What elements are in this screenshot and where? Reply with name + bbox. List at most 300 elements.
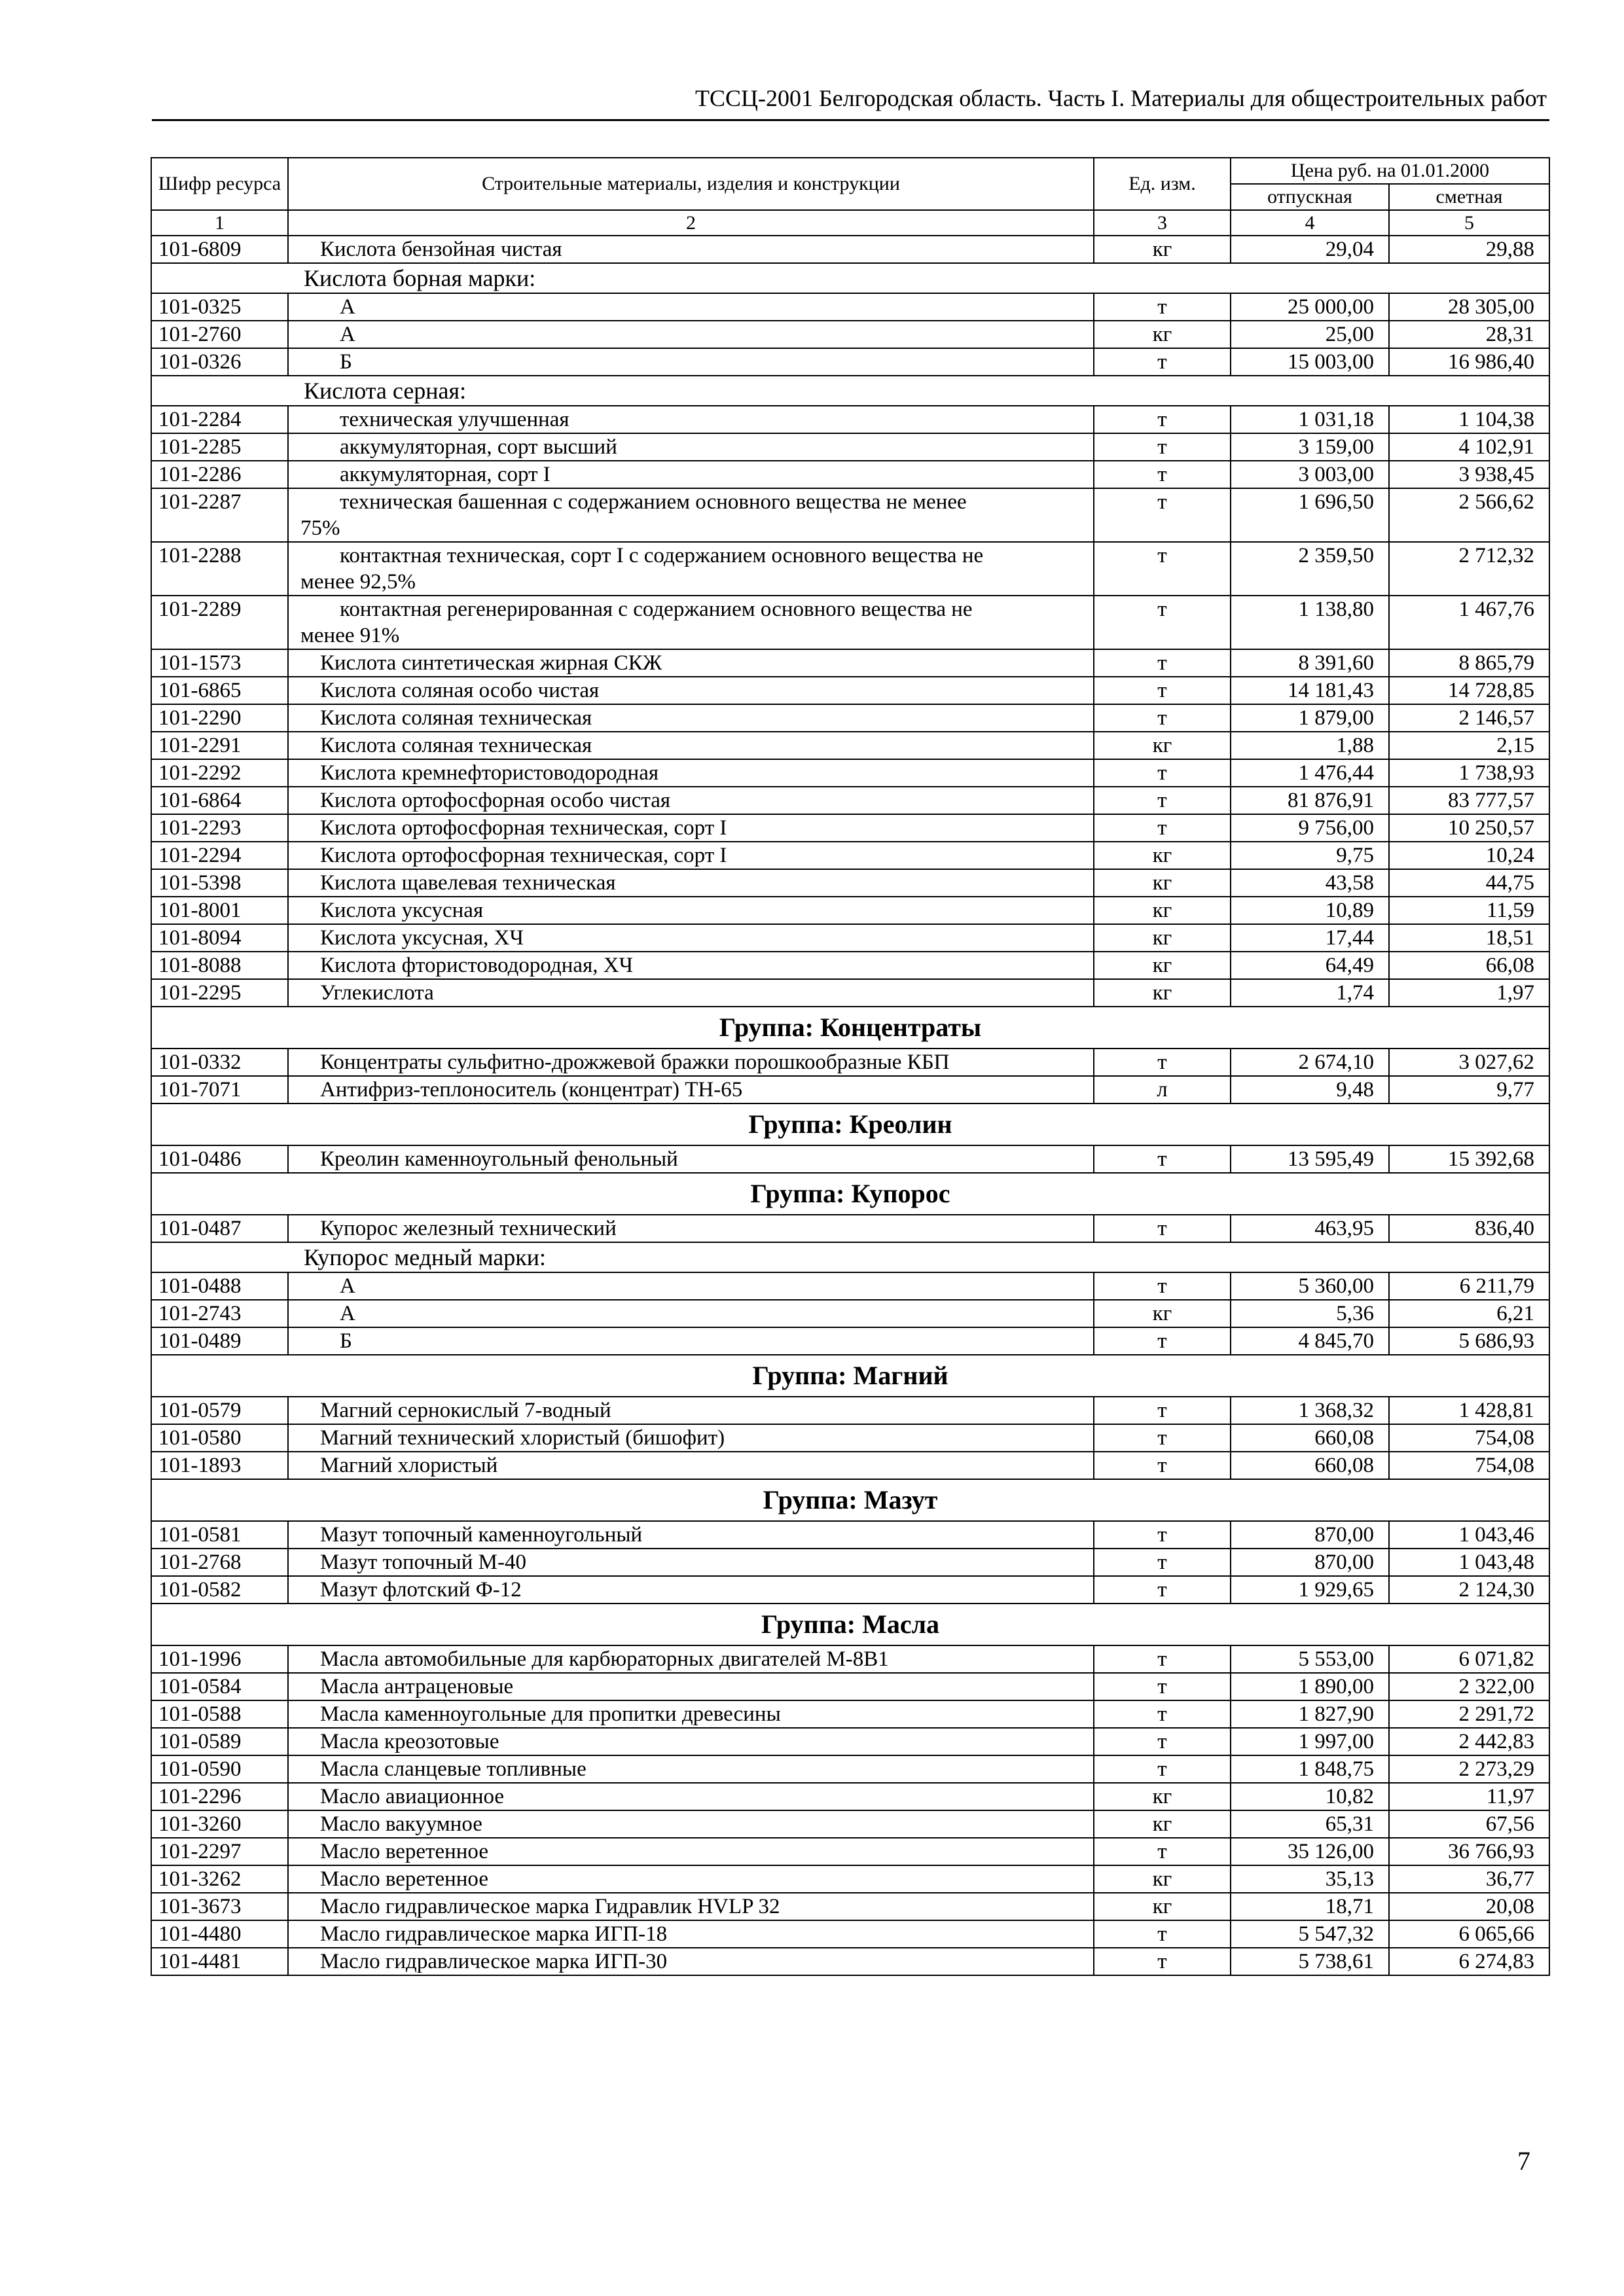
table-row (151, 897, 1549, 924)
unit-of-measure: т (1094, 1838, 1231, 1865)
resource-code: 101-2288 (151, 542, 288, 596)
price-release: 1 476,44 (1231, 759, 1389, 787)
price-estimate: 3 938,45 (1389, 461, 1549, 488)
price-estimate: 28 305,00 (1389, 293, 1549, 321)
material-name: Кислота щавелевая техническая (288, 869, 1094, 897)
table-row (151, 1673, 1549, 1700)
price-estimate: 2 146,57 (1389, 704, 1549, 732)
unit-of-measure: кг (1094, 732, 1231, 759)
resource-code: 101-2296 (151, 1783, 288, 1810)
col-number: 5 (1389, 210, 1549, 236)
resource-code: 101-2292 (151, 759, 288, 787)
material-name: Масло гидравлическое марка Гидравлик HVLP 32 (288, 1893, 1094, 1920)
price-release: 5 360,00 (1231, 1272, 1389, 1300)
material-name: Кислота соляная техническая (288, 704, 1094, 732)
resource-code: 101-2297 (151, 1838, 288, 1865)
material-name: Креолин каменноугольный фенольный (288, 1145, 1094, 1173)
material-name: А (288, 293, 1094, 321)
material-name: А (288, 1300, 1094, 1327)
unit-of-measure: кг (1094, 321, 1231, 348)
price-estimate: 6,21 (1389, 1300, 1549, 1327)
price-release: 1 368,32 (1231, 1397, 1389, 1424)
resource-code: 101-0589 (151, 1728, 288, 1755)
group-header-row (151, 1007, 1549, 1049)
price-release: 3 159,00 (1231, 433, 1389, 461)
price-estimate: 6 211,79 (1389, 1272, 1549, 1300)
price-estimate: 1 043,46 (1389, 1521, 1549, 1549)
resource-code: 101-2290 (151, 704, 288, 732)
material-name: Кислота соляная особо чистая (288, 677, 1094, 704)
table-row (151, 1783, 1549, 1810)
material-name: Масло веретенное (288, 1865, 1094, 1893)
col-header-price-estimate: сметная (1389, 184, 1549, 210)
material-name: Концентраты сульфитно-дрожжевой бражки порошкообразные КБП (288, 1049, 1094, 1076)
table-row (151, 1215, 1549, 1242)
material-name: Масла автомобильные для карбюраторных двигателей М-8В1 (288, 1645, 1094, 1673)
unit-of-measure: т (1094, 649, 1231, 677)
material-name: Мазут топочный каменноугольный (288, 1521, 1094, 1549)
unit-of-measure: т (1094, 787, 1231, 814)
table-row (151, 596, 1549, 649)
group-title: Группа: Концентраты (151, 1007, 1549, 1049)
material-name: техническая улучшенная (288, 406, 1094, 433)
table-row (151, 236, 1549, 263)
resource-code: 101-3262 (151, 1865, 288, 1893)
price-estimate: 66,08 (1389, 952, 1549, 979)
unit-of-measure: т (1094, 1452, 1231, 1479)
resource-code: 101-4480 (151, 1920, 288, 1948)
table-row (151, 842, 1549, 869)
col-number: 1 (151, 210, 288, 236)
material-name: Кислота кремнефтористоводородная (288, 759, 1094, 787)
unit-of-measure: т (1094, 759, 1231, 787)
price-release: 5 553,00 (1231, 1645, 1389, 1673)
material-name: Кислота бензойная чистая (288, 236, 1094, 263)
table-row (151, 732, 1549, 759)
resource-code: 101-3260 (151, 1810, 288, 1838)
unit-of-measure: кг (1094, 842, 1231, 869)
material-name: Магний технический хлористый (бишофит) (288, 1424, 1094, 1452)
price-release: 463,95 (1231, 1215, 1389, 1242)
table-row (151, 348, 1549, 376)
table-row (151, 1755, 1549, 1783)
material-name: Б (288, 1327, 1094, 1355)
resource-code: 101-0588 (151, 1700, 288, 1728)
price-release: 1 031,18 (1231, 406, 1389, 433)
resource-code: 101-2285 (151, 433, 288, 461)
material-name: Кислота уксусная, ХЧ (288, 924, 1094, 952)
unit-of-measure: т (1094, 1215, 1231, 1242)
material-name: Углекислота (288, 979, 1094, 1007)
unit-of-measure: т (1094, 293, 1231, 321)
price-release: 64,49 (1231, 952, 1389, 979)
price-release: 13 595,49 (1231, 1145, 1389, 1173)
table-row (151, 979, 1549, 1007)
resource-code: 101-2768 (151, 1549, 288, 1576)
price-estimate: 2 712,32 (1389, 542, 1549, 596)
price-release: 10,89 (1231, 897, 1389, 924)
material-name: Масла сланцевые топливные (288, 1755, 1094, 1783)
unit-of-measure: т (1094, 1521, 1231, 1549)
table-row (151, 293, 1549, 321)
price-release: 1 138,80 (1231, 596, 1389, 649)
group-title: Группа: Купорос (151, 1173, 1549, 1215)
resource-code: 101-2760 (151, 321, 288, 348)
unit-of-measure: кг (1094, 952, 1231, 979)
price-estimate: 1 104,38 (1389, 406, 1549, 433)
price-release: 43,58 (1231, 869, 1389, 897)
table-row (151, 952, 1549, 979)
col-header-unit: Ед. изм. (1094, 158, 1231, 210)
material-name (288, 542, 1094, 596)
unit-of-measure: т (1094, 1948, 1231, 1975)
table-row (151, 1452, 1549, 1479)
unit-of-measure: т (1094, 1272, 1231, 1300)
price-release: 2 359,50 (1231, 542, 1389, 596)
table-row (151, 1397, 1549, 1424)
price-release: 870,00 (1231, 1549, 1389, 1576)
price-release: 10,82 (1231, 1783, 1389, 1810)
table-row (151, 488, 1549, 542)
price-estimate: 8 865,79 (1389, 649, 1549, 677)
resource-code: 101-6865 (151, 677, 288, 704)
material-name: Купорос железный технический (288, 1215, 1094, 1242)
price-release: 1,74 (1231, 979, 1389, 1007)
material-name: Мазут топочный М-40 (288, 1549, 1094, 1576)
table-row (151, 1300, 1549, 1327)
resource-code: 101-2289 (151, 596, 288, 649)
unit-of-measure: т (1094, 1755, 1231, 1783)
material-name: Кислота ортофосфорная особо чистая (288, 787, 1094, 814)
table-row (151, 406, 1549, 433)
page-number: 7 (1517, 2146, 1530, 2176)
price-release: 25 000,00 (1231, 293, 1389, 321)
price-estimate: 2 124,30 (1389, 1576, 1549, 1604)
resource-code: 101-0584 (151, 1673, 288, 1700)
resource-code: 101-1893 (151, 1452, 288, 1479)
price-estimate: 6 274,83 (1389, 1948, 1549, 1975)
price-estimate: 754,08 (1389, 1424, 1549, 1452)
material-name: Кислота ортофосфорная техническая, сорт I (288, 842, 1094, 869)
price-estimate: 2 291,72 (1389, 1700, 1549, 1728)
price-estimate: 6 065,66 (1389, 1920, 1549, 1948)
resource-code: 101-0487 (151, 1215, 288, 1242)
col-header-code: Шифр ресурса (151, 158, 288, 210)
unit-of-measure: т (1094, 542, 1231, 596)
unit-of-measure: т (1094, 596, 1231, 649)
material-name: А (288, 321, 1094, 348)
resource-code: 101-6809 (151, 236, 288, 263)
material-name-line: контактная техническая, сорт I с содержанием основного вещества не (340, 544, 984, 567)
resource-code: 101-0580 (151, 1424, 288, 1452)
unit-of-measure: т (1094, 677, 1231, 704)
unit-of-measure: кг (1094, 236, 1231, 263)
resource-code: 101-2291 (151, 732, 288, 759)
price-release: 35,13 (1231, 1865, 1389, 1893)
material-name: Антифриз-теплоноситель (концентрат) ТН-65 (288, 1076, 1094, 1103)
price-release: 9,75 (1231, 842, 1389, 869)
group-header-row (151, 1479, 1549, 1521)
resource-code: 101-7071 (151, 1076, 288, 1103)
resource-code: 101-0326 (151, 348, 288, 376)
table-row (151, 1424, 1549, 1452)
resource-code: 101-8094 (151, 924, 288, 952)
materials-price-table (151, 157, 1550, 1976)
price-release: 9 756,00 (1231, 814, 1389, 842)
table-row (151, 677, 1549, 704)
price-estimate: 29,88 (1389, 236, 1549, 263)
unit-of-measure: т (1094, 704, 1231, 732)
unit-of-measure: т (1094, 348, 1231, 376)
price-release: 1 997,00 (1231, 1728, 1389, 1755)
price-release: 29,04 (1231, 236, 1389, 263)
price-estimate: 28,31 (1389, 321, 1549, 348)
resource-code: 101-2286 (151, 461, 288, 488)
price-estimate: 18,51 (1389, 924, 1549, 952)
material-name: Масла антраценовые (288, 1673, 1094, 1700)
price-estimate: 4 102,91 (1389, 433, 1549, 461)
resource-code: 101-8088 (151, 952, 288, 979)
material-name: Магний сернокислый 7-водный (288, 1397, 1094, 1424)
resource-code: 101-2295 (151, 979, 288, 1007)
table-row (151, 321, 1549, 348)
document-title: ТССЦ-2001 Белгородская область. Часть I. Материалы для общестроительных работ (695, 85, 1547, 111)
unit-of-measure: т (1094, 1549, 1231, 1576)
subgroup-header-row (151, 1242, 1549, 1272)
subgroup-header-row (151, 376, 1549, 406)
price-release: 1 827,90 (1231, 1700, 1389, 1728)
resource-code: 101-0332 (151, 1049, 288, 1076)
unit-of-measure: т (1094, 1424, 1231, 1452)
subgroup-header-row (151, 263, 1549, 293)
unit-of-measure: т (1094, 461, 1231, 488)
col-header-name: Строительные материалы, изделия и конструкции (288, 158, 1094, 210)
material-name: аккумуляторная, сорт высший (288, 433, 1094, 461)
subgroup-title: Кислота серная: (151, 376, 1549, 406)
table-row (151, 1549, 1549, 1576)
price-release: 2 674,10 (1231, 1049, 1389, 1076)
table-row (151, 1576, 1549, 1604)
price-release: 17,44 (1231, 924, 1389, 952)
price-release: 4 845,70 (1231, 1327, 1389, 1355)
table-row (151, 759, 1549, 787)
price-release: 1,88 (1231, 732, 1389, 759)
unit-of-measure: т (1094, 1397, 1231, 1424)
group-title: Группа: Масла (151, 1604, 1549, 1645)
price-release: 1 848,75 (1231, 1755, 1389, 1783)
price-estimate: 2 273,29 (1389, 1755, 1549, 1783)
table-row (151, 1521, 1549, 1549)
price-estimate: 1 738,93 (1389, 759, 1549, 787)
resource-code: 101-3673 (151, 1893, 288, 1920)
unit-of-measure: т (1094, 1576, 1231, 1604)
table-row (151, 1865, 1549, 1893)
table-row (151, 1920, 1549, 1948)
price-release: 65,31 (1231, 1810, 1389, 1838)
price-estimate: 1,97 (1389, 979, 1549, 1007)
material-name-line: техническая башенная с содержанием основного вещества не менее (340, 490, 967, 514)
material-name: Кислота фтористоводородная, ХЧ (288, 952, 1094, 979)
resource-code: 101-0582 (151, 1576, 288, 1604)
price-estimate: 67,56 (1389, 1810, 1549, 1838)
table-row (151, 704, 1549, 732)
price-estimate: 44,75 (1389, 869, 1549, 897)
price-release: 15 003,00 (1231, 348, 1389, 376)
resource-code: 101-2294 (151, 842, 288, 869)
subgroup-title: Кислота борная марки: (151, 263, 1549, 293)
unit-of-measure: т (1094, 433, 1231, 461)
price-estimate: 9,77 (1389, 1076, 1549, 1103)
price-estimate: 83 777,57 (1389, 787, 1549, 814)
price-estimate: 11,59 (1389, 897, 1549, 924)
resource-code: 101-0489 (151, 1327, 288, 1355)
table-row (151, 924, 1549, 952)
unit-of-measure: кг (1094, 1893, 1231, 1920)
price-release: 5,36 (1231, 1300, 1389, 1327)
resource-code: 101-0590 (151, 1755, 288, 1783)
price-release: 1 890,00 (1231, 1673, 1389, 1700)
resource-code: 101-4481 (151, 1948, 288, 1975)
table-body (151, 236, 1549, 1975)
unit-of-measure: т (1094, 1049, 1231, 1076)
price-estimate: 20,08 (1389, 1893, 1549, 1920)
group-header-row (151, 1103, 1549, 1145)
unit-of-measure: т (1094, 1145, 1231, 1173)
unit-of-measure: т (1094, 814, 1231, 842)
price-release: 1 696,50 (1231, 488, 1389, 542)
table-row (151, 814, 1549, 842)
material-name: Масла креозотовые (288, 1728, 1094, 1755)
material-name: Масло гидравлическое марка ИГП-30 (288, 1948, 1094, 1975)
group-header-row (151, 1604, 1549, 1645)
table-row (151, 542, 1549, 596)
price-estimate: 10,24 (1389, 842, 1549, 869)
material-name: Масла каменноугольные для пропитки древесины (288, 1700, 1094, 1728)
unit-of-measure: т (1094, 1673, 1231, 1700)
col-header-price: Цена руб. на 01.01.2000 (1231, 158, 1549, 184)
price-estimate: 754,08 (1389, 1452, 1549, 1479)
table-row (151, 1948, 1549, 1975)
unit-of-measure: кг (1094, 1783, 1231, 1810)
unit-of-measure: кг (1094, 1300, 1231, 1327)
material-name: Кислота синтетическая жирная СКЖ (288, 649, 1094, 677)
price-release: 1 879,00 (1231, 704, 1389, 732)
price-estimate: 36 766,93 (1389, 1838, 1549, 1865)
resource-code: 101-2287 (151, 488, 288, 542)
table-row (151, 1145, 1549, 1173)
col-number: 2 (288, 210, 1094, 236)
resource-code: 101-1573 (151, 649, 288, 677)
unit-of-measure: т (1094, 1327, 1231, 1355)
material-name: А (288, 1272, 1094, 1300)
table-row (151, 1838, 1549, 1865)
material-name-continuation: менее 91% (300, 624, 400, 647)
table-row (151, 1272, 1549, 1300)
material-name (288, 488, 1094, 542)
table-row (151, 649, 1549, 677)
price-release: 660,08 (1231, 1424, 1389, 1452)
material-name: Кислота ортофосфорная техническая, сорт I (288, 814, 1094, 842)
col-header-price-release: отпускная (1231, 184, 1389, 210)
resource-code: 101-5398 (151, 869, 288, 897)
price-estimate: 2,15 (1389, 732, 1549, 759)
price-release: 660,08 (1231, 1452, 1389, 1479)
col-number: 3 (1094, 210, 1231, 236)
group-header-row (151, 1173, 1549, 1215)
price-estimate: 10 250,57 (1389, 814, 1549, 842)
price-estimate: 1 467,76 (1389, 596, 1549, 649)
price-estimate: 14 728,85 (1389, 677, 1549, 704)
unit-of-measure: кг (1094, 1810, 1231, 1838)
price-estimate: 36,77 (1389, 1865, 1549, 1893)
resource-code: 101-6864 (151, 787, 288, 814)
price-estimate: 16 986,40 (1389, 348, 1549, 376)
price-release: 8 391,60 (1231, 649, 1389, 677)
table-row (151, 1049, 1549, 1076)
unit-of-measure: т (1094, 1645, 1231, 1673)
material-name: Кислота соляная техническая (288, 732, 1094, 759)
unit-of-measure: т (1094, 1920, 1231, 1948)
price-estimate: 11,97 (1389, 1783, 1549, 1810)
unit-of-measure: т (1094, 1728, 1231, 1755)
resource-code: 101-0486 (151, 1145, 288, 1173)
table-row (151, 1700, 1549, 1728)
price-estimate: 1 043,48 (1389, 1549, 1549, 1576)
price-release: 9,48 (1231, 1076, 1389, 1103)
table-row (151, 1076, 1549, 1103)
unit-of-measure: кг (1094, 979, 1231, 1007)
price-release: 35 126,00 (1231, 1838, 1389, 1865)
table-row (151, 433, 1549, 461)
table-row (151, 1893, 1549, 1920)
unit-of-measure: кг (1094, 897, 1231, 924)
resource-code: 101-0488 (151, 1272, 288, 1300)
price-release: 18,71 (1231, 1893, 1389, 1920)
price-estimate: 6 071,82 (1389, 1645, 1549, 1673)
unit-of-measure: т (1094, 1700, 1231, 1728)
price-estimate: 1 428,81 (1389, 1397, 1549, 1424)
table-row (151, 1645, 1549, 1673)
price-release: 870,00 (1231, 1521, 1389, 1549)
material-name: Мазут флотский Ф-12 (288, 1576, 1094, 1604)
price-release: 25,00 (1231, 321, 1389, 348)
material-name-continuation: 75% (300, 516, 340, 540)
table-row (151, 869, 1549, 897)
price-release: 81 876,91 (1231, 787, 1389, 814)
price-release: 1 929,65 (1231, 1576, 1389, 1604)
price-release: 3 003,00 (1231, 461, 1389, 488)
resource-code: 101-0579 (151, 1397, 288, 1424)
material-name: Б (288, 348, 1094, 376)
price-estimate: 2 566,62 (1389, 488, 1549, 542)
col-number: 4 (1231, 210, 1389, 236)
group-title: Группа: Мазут (151, 1479, 1549, 1521)
page-header (152, 77, 1549, 121)
resource-code: 101-1996 (151, 1645, 288, 1673)
material-name: аккумуляторная, сорт I (288, 461, 1094, 488)
material-name-line: контактная регенерированная с содержанием основного вещества не (340, 598, 973, 621)
unit-of-measure: кг (1094, 869, 1231, 897)
unit-of-measure: кг (1094, 1865, 1231, 1893)
price-release: 5 738,61 (1231, 1948, 1389, 1975)
group-title: Группа: Креолин (151, 1103, 1549, 1145)
price-estimate: 5 686,93 (1389, 1327, 1549, 1355)
resource-code: 101-0325 (151, 293, 288, 321)
price-estimate: 2 322,00 (1389, 1673, 1549, 1700)
table-row (151, 787, 1549, 814)
unit-of-measure: т (1094, 488, 1231, 542)
material-name: Масло веретенное (288, 1838, 1094, 1865)
